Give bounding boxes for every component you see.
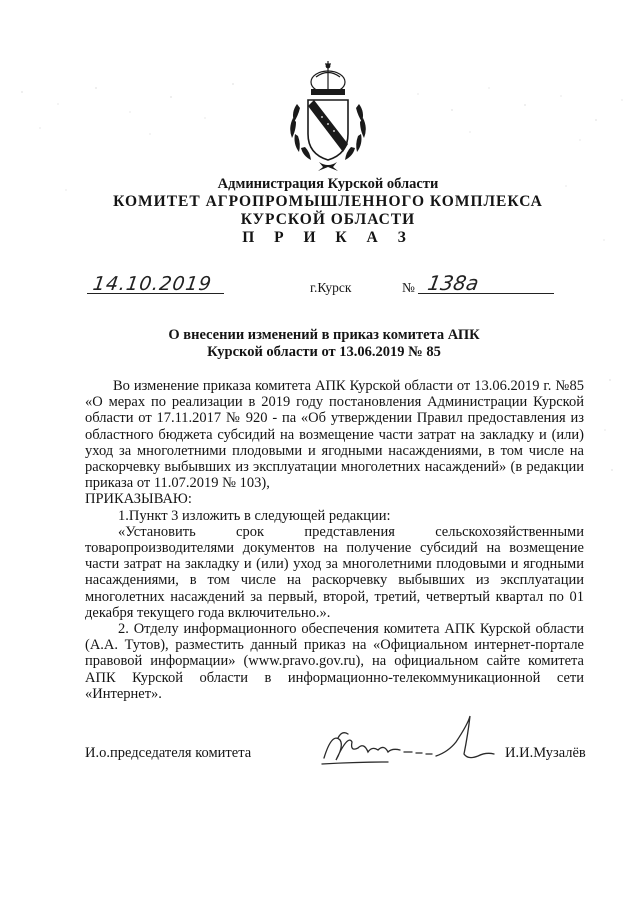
signatory-role: И.о.председателя комитета [85,745,252,761]
handwritten-signature [318,712,498,774]
intro-paragraph: Во изменение приказа комитета АПК Курской области от 13.06.2019 г. №85 «О мерах по реализации в 2019 году постановления Администрации Курской области от 17.11.2017 № 920 - па «Об утверждении Правил предоставления из областного бюджета субсидий на возмещение части затрат на закладку и (или) уход за многолетними плодовыми и ягодными насаждениями, в том числе на раскорчевку выбывших из эксплуатации многолетних насаждений» (в редакции приказа от 11.07.2019 № 103), [85,378,584,492]
coat-of-arms-icon [283,60,373,172]
number-underline [418,293,554,294]
administration-heading: Администрация Курской области [217,176,439,192]
handwritten-date: 14.10.2019 [91,273,214,295]
order-title-line-1: О внесении изменений в приказ комитета АПК [168,327,480,343]
item-2: 2. Отделу информационного обеспечения комитета АПК Курской области (А.А. Тутов), разместить данный приказ на «Официальном интернет-портале правовой информации» (www.pravo.gov.ru), на официальном сайте комитета АПК Курской области в информационно-телекоммуникационной сети «Интернет». [85,621,584,702]
handwritten-order-number: 138а [425,271,481,295]
document-type-heading: П Р И К А З [242,229,414,246]
order-word: ПРИКАЗЫВАЮ: [85,491,192,508]
item-1-quote: «Установить срок представления сельскохозяйственными товаропроизводителями документов на получение субсидий на возмещение части затрат на закладку и (или) уход за многолетними плодовыми и ягодными насаждениями, в том числе на раскорчевку выбывших из эксплуатации многолетних насаждений за первый, второй, третий, четвертый квартал по 01 декабря текущего года включительно.». [85,523,584,621]
number-sign: № [402,280,415,295]
committee-heading: КОМИТЕТ АГРОПРОМЫШЛЕННОГО КОМПЛЕКСА [113,193,543,210]
item-1: 1.Пункт 3 изложить в следующей редакции: [118,507,391,524]
order-body [85,378,584,702]
signatory-name: И.И.Музалёв [505,745,586,761]
order-title-line-2: Курской области от 13.06.2019 № 85 [207,344,441,360]
region-heading: КУРСКОЙ ОБЛАСТИ [240,211,416,228]
date-underline [87,293,224,294]
city-label: г.Курск [310,280,352,295]
